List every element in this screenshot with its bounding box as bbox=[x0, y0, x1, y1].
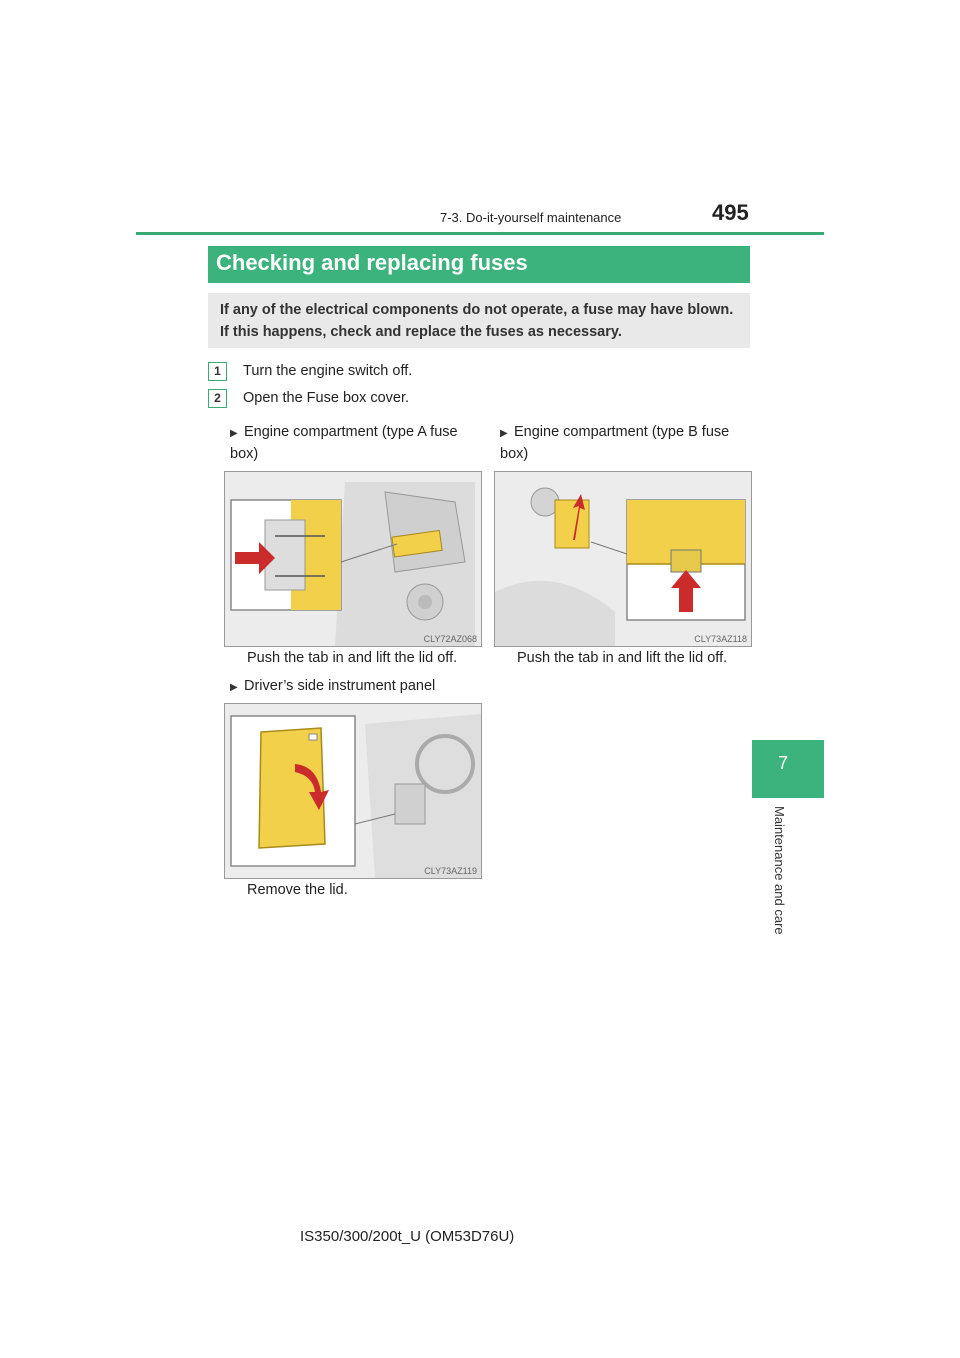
figure-b-illustration bbox=[494, 471, 752, 647]
figure-a-caption: Push the tab in and lift the lid off. bbox=[247, 650, 458, 666]
triangle-bullet-icon: ▶ bbox=[230, 428, 238, 439]
figure-b-caption: Push the tab in and lift the lid off. bbox=[517, 650, 728, 666]
step-2-text: Open the Fuse box cover. bbox=[243, 390, 410, 406]
page-number: 495 bbox=[712, 200, 749, 225]
figure-a-label: ▶ Engine compartment (type A fuse box) bbox=[230, 424, 458, 462]
intro-text: If any of the electrical components do not operate, a fuse may have blown. If this happens, check and replace the fuses as necessary. bbox=[220, 302, 734, 340]
chapter-number: 7 bbox=[778, 753, 789, 773]
figure-c-code: CLY73AZ119 bbox=[424, 866, 477, 876]
triangle-bullet-icon: ▶ bbox=[230, 682, 238, 693]
section-title: Checking and replacing fuses bbox=[216, 250, 528, 275]
footer-model: IS350/300/200t_U (OM53D76U) bbox=[300, 1228, 515, 1245]
step-2-badge: 2 bbox=[208, 389, 227, 408]
figure-b-code: CLY73AZ118 bbox=[694, 634, 747, 644]
triangle-bullet-icon: ▶ bbox=[500, 428, 508, 439]
figure-c-label: ▶ Driver’s side instrument panel bbox=[230, 676, 490, 698]
figure-c-illustration bbox=[224, 703, 482, 879]
figure-b-label: ▶ Engine compartment (type B fuse box) bbox=[500, 424, 730, 462]
chapter-label: Maintenance and care bbox=[772, 806, 787, 935]
figure-a-code: CLY72AZ068 bbox=[423, 634, 477, 644]
figure-a-illustration bbox=[224, 471, 482, 647]
running-header: 7-3. Do-it-yourself maintenance bbox=[440, 210, 622, 225]
step-1-badge: 1 bbox=[208, 362, 227, 381]
header-rule bbox=[136, 232, 824, 235]
step-1-text: Turn the engine switch off. bbox=[243, 363, 413, 379]
figure-c-caption: Remove the lid. bbox=[247, 882, 348, 898]
